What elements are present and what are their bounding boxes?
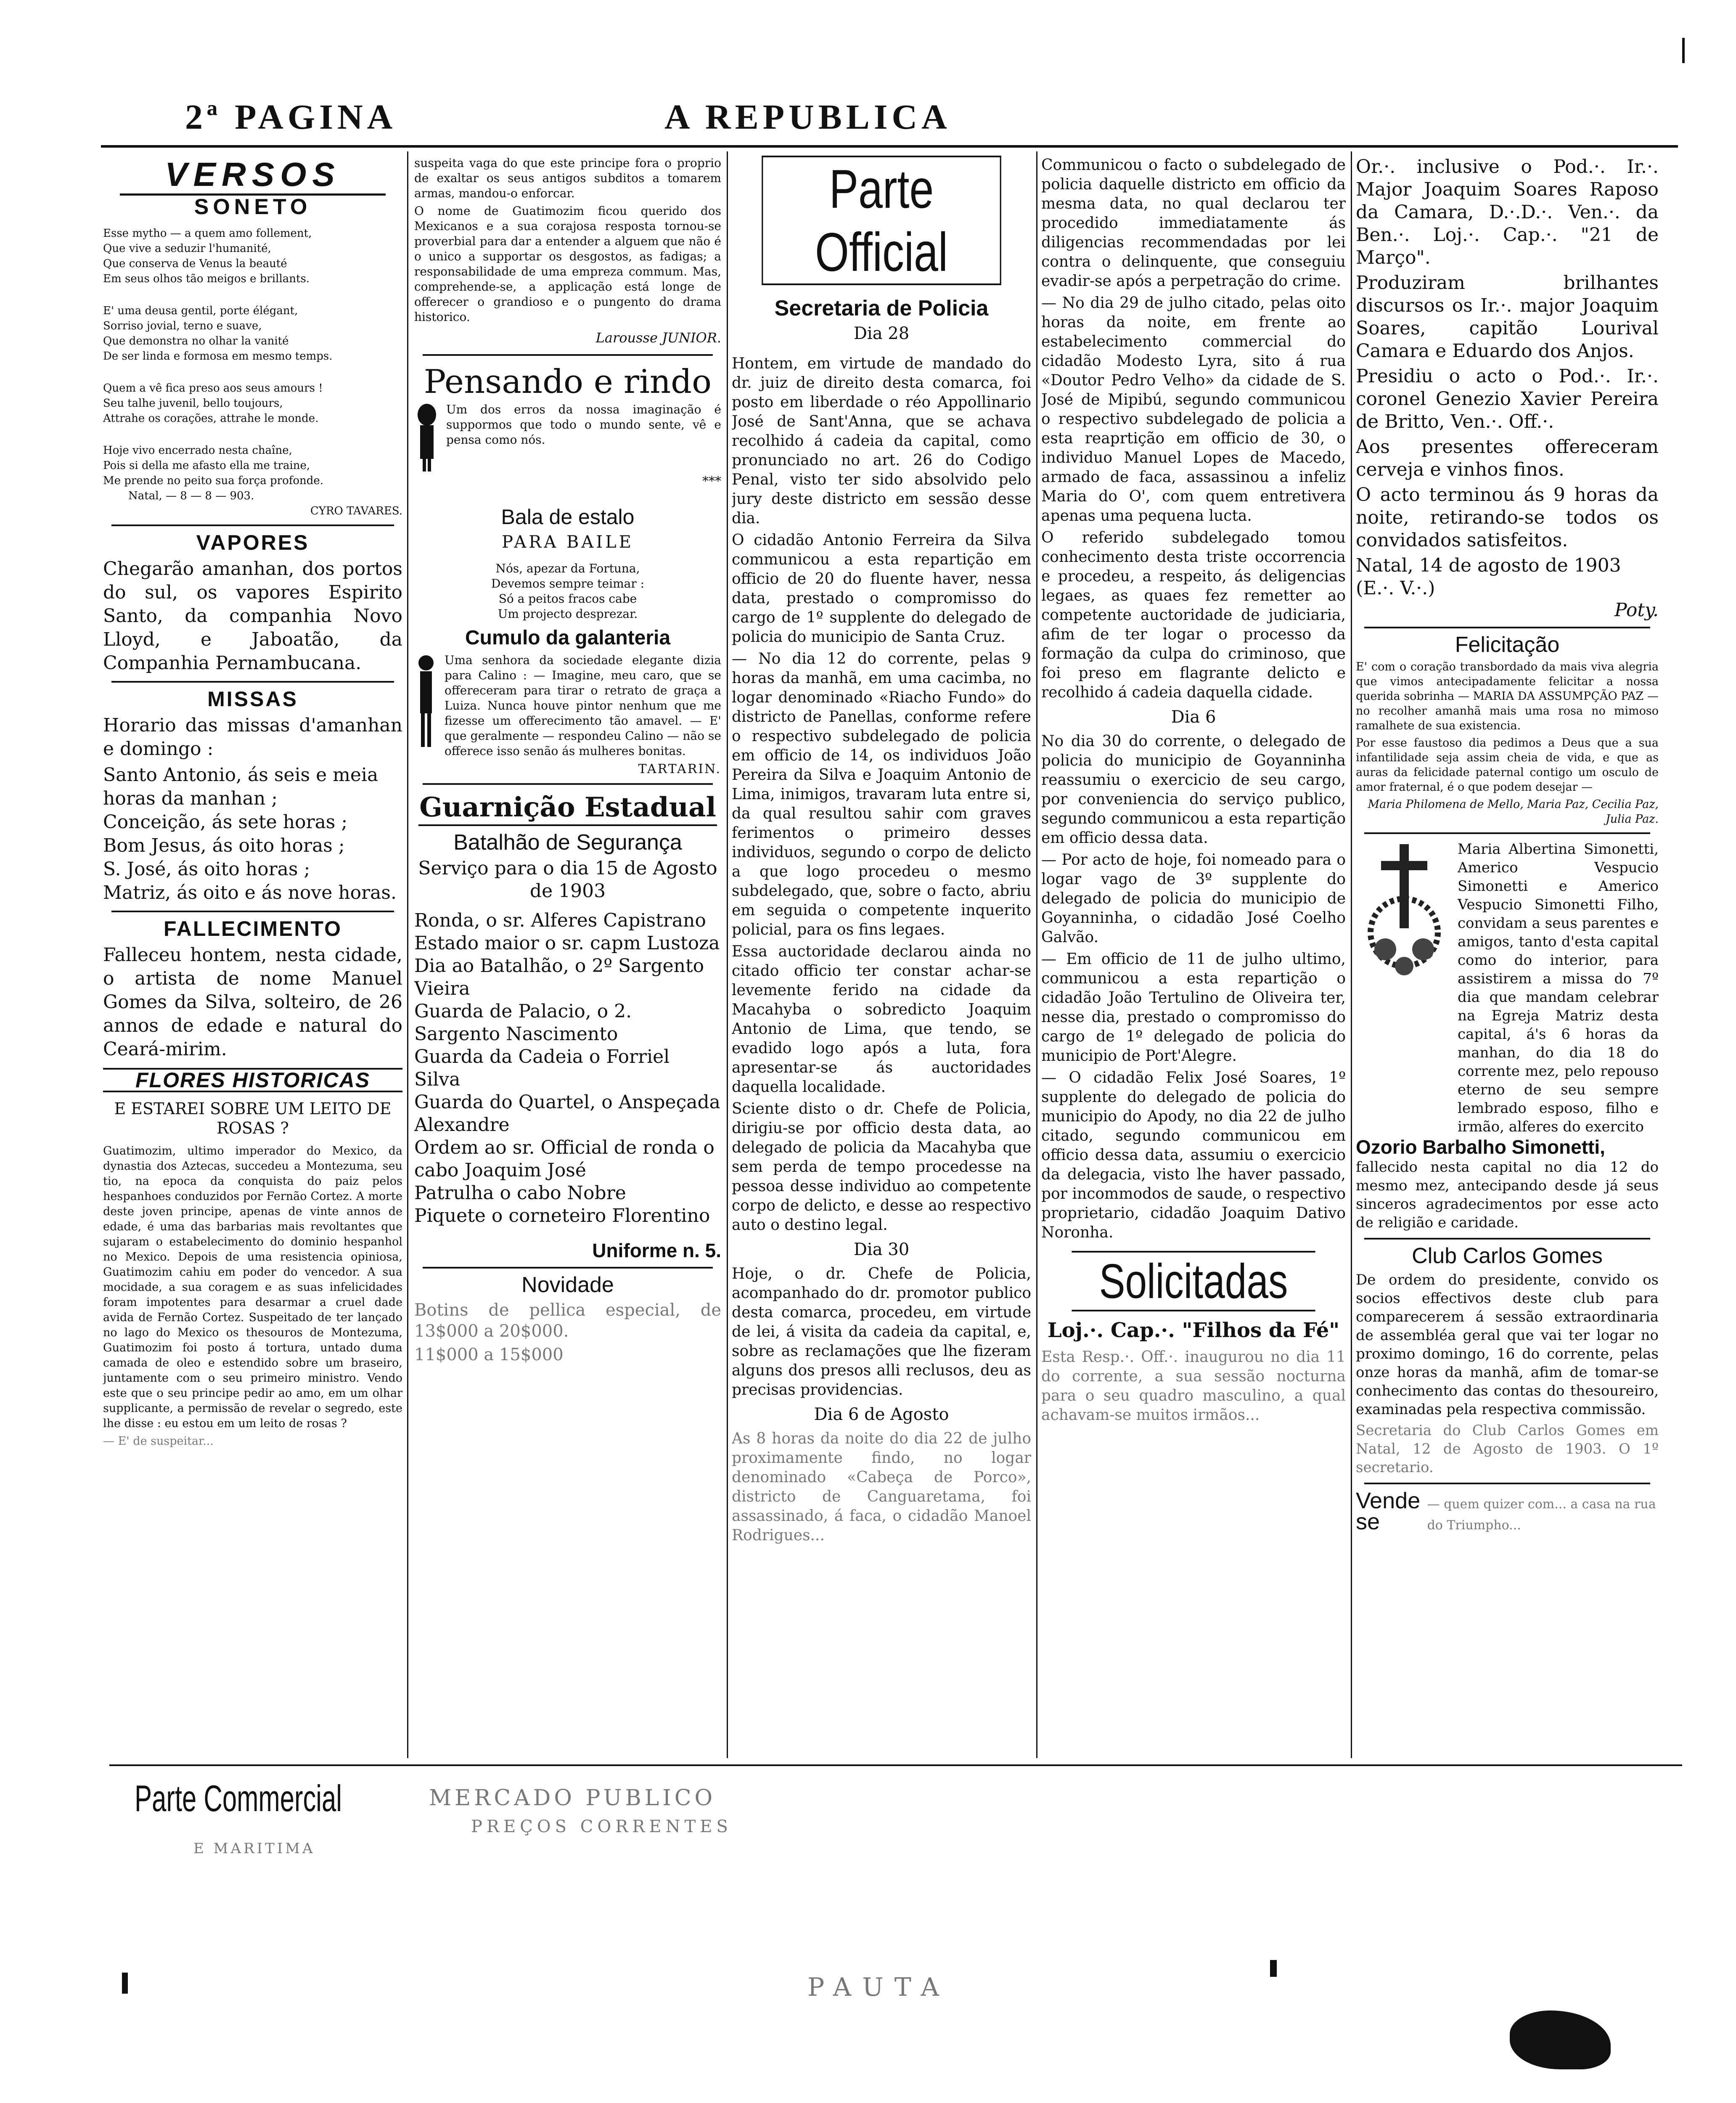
verse-line: Devemos sempre teimar : — [491, 577, 645, 591]
cumulo-heading: Cumulo da galanteria — [465, 627, 671, 649]
novidade-heading: Novidade — [521, 1273, 614, 1297]
pauta-label: PAUTA — [807, 1973, 950, 2002]
mercado-heading: MERCADO PUBLICO — [429, 1785, 716, 1811]
poem-line: Que demonstra no olhar la vanité — [103, 335, 289, 347]
loja-continuation: Or.·. inclusive o Pod.·. Ir.·. Major Joaquim Soares Raposo da Camara, D.·.D.·. Ven.·. da Ben.·. Loj.·. Cap.·. "21 de Março". — [1356, 156, 1659, 268]
servico-item: Patrulha o cabo Nobre — [414, 1182, 626, 1204]
column-divider — [727, 151, 728, 1758]
sonnet-poem — [103, 226, 402, 519]
history-continuation: suspeita vaga do que este principe fora o proprio de exaltar os seus antigos subditos a tomarem armas, mandou-o enforcar. — [414, 156, 721, 200]
man-figure-icon — [414, 653, 438, 754]
fallecimento-text: Falleceu hontem, nesta cidade, o artista de nome Manuel Gomes da Silva, solteiro, de 26 annos de edade e natural do Ceará-mirim. — [103, 944, 402, 1060]
history-continuation-2: O nome de Guatimozim ficou querido dos Mexicanos e a sua corajosa resposta tornou-se proverbial para dar a entender a alguem que não é o unico a supportar os desgostos, as fadigas; a responsabilidade de uma empreza commum. Mas, comprehende-se, a applicação está longe de offerecer o grandioso e o pungento do drama historico. — [414, 204, 721, 324]
flores-heading: FLORES HISTORICAS — [103, 1068, 402, 1092]
column-divider — [1036, 151, 1037, 1758]
dia6-text: As 8 horas da noite do dia 22 de julho proximamente findo, no logar denominado «Cabeça de Porco», districto de Canguaretama, foi assassinado, á faca, o cidadão Manoel Rodrigues... — [732, 1430, 1031, 1544]
missas-list — [103, 763, 402, 905]
loja-text: Esta Resp.·. Off.·. inaugurou no dia 11 do corrente, a sua sessão nocturna para o seu quadro masculino, a qual achavam-se muitos irmãos... — [1041, 1348, 1346, 1424]
felicitacao-signature: Maria Philomena de Mello, Maria Paz, Cecilia Paz, Julia Paz. — [1368, 798, 1659, 826]
column-3 — [732, 156, 1031, 1767]
poem-date: Natal, — 8 — 8 — 903. — [128, 490, 254, 502]
servico-list — [414, 909, 721, 1227]
loja-date: Natal, 14 de agosto de 1903 (E.·. V.·.) — [1356, 555, 1621, 599]
servico-item: Guarda de Palacio, o 2. Sargento Nascimento — [414, 1001, 632, 1045]
vende-heading: Vende se — [1356, 1488, 1421, 1534]
dia6-label: Dia 6 de Agosto — [814, 1405, 949, 1424]
flores-subtitle: E ESTAREI SOBRE UM LEITO DE ROSAS ? — [114, 1099, 392, 1137]
column-2 — [414, 156, 721, 1767]
ink-speck-decoration — [1270, 1960, 1277, 1977]
secretaria-heading: Secretaria de Policia — [774, 296, 989, 320]
servico-item: Dia ao Batalhão, o 2º Sargento Vieira — [414, 955, 704, 999]
flores-tail: — E' de suspeitar... — [103, 1435, 214, 1448]
missa-item: Conceição, ás sete horas ; — [103, 811, 348, 833]
policia-paragraph: — No dia 12 do corrente, pelas 9 horas da manhã, em uma cacimba, no logar denominado «Riacho Fundo» do districto de Panellas, conforme refere o respectivo subdelegado de policia em officio de 14, os individuos João Pereira da Silva e Joaquim Antonio de Lima, inimigos, travaram luta entre si, da qual resultou sahir com graves ferimentos o primeiro desses individuos, segundo o corpo de delicto a que logo procedeu o mesmo subdelegado, que, sobre o facto, abriu em seguida o competente inquerito policial, para os fins legaes. — [732, 650, 1031, 938]
felicitacao-heading: Felicitação — [1455, 633, 1560, 657]
novidade-text-2: 11$000 a 15$000 — [414, 1345, 564, 1364]
poem-line: Que vive a seduzir l'humanité, — [103, 242, 271, 255]
bala-subtitle: PARA BAILE — [502, 532, 634, 552]
verse-line: Um projecto desprezar. — [498, 607, 638, 621]
dia30-label: Dia 30 — [853, 1240, 910, 1259]
loja-heading: Loj.·. Cap.·. "Filhos da Fé" — [1047, 1319, 1340, 1342]
missa-item: Santo Antonio, ás seis e meia horas da manhan ; — [103, 764, 378, 809]
poem-line: Esse mytho — a quem amo follement, — [103, 227, 312, 240]
column-5 — [1356, 156, 1659, 1767]
policia-paragraph: — Por acto de hoje, foi nomeado para o logar vago de 3º supplente do delegado de policia do municipio de Goyanninha, o cidadão José Coelho Galvão. — [1041, 851, 1346, 946]
pensando-heading: Pensando e rindo — [423, 363, 712, 401]
loja-continuation: Presidiu o acto o Pod.·. Ir.·. coronel Genezio Xavier Pereira de Britto, Ven.·. Off.·. — [1356, 366, 1659, 432]
club-heading: Club Carlos Gomes — [1412, 1244, 1603, 1268]
ink-speck-decoration — [1682, 38, 1685, 63]
poem-line: Sorriso jovial, terno e suave, — [103, 320, 262, 332]
poem-line: Pois si della me afasto ella me traine, — [103, 459, 310, 472]
missa-item: S. José, ás oito horas ; — [103, 858, 310, 880]
pensando-sign: *** — [702, 474, 721, 489]
guarnicao-heading: Guarnição Estadual — [418, 791, 717, 826]
loja-continuation: O acto terminou ás 9 horas da noite, retirando-se todos os convidados satisfeitos. — [1356, 484, 1659, 551]
ink-speck-decoration — [122, 1973, 128, 1994]
poem-author: CYRO TAVARES. — [310, 505, 402, 517]
versos-heading: VERSOS — [120, 156, 386, 196]
bala-verses — [414, 561, 721, 622]
history-source: Larousse JUNIOR. — [595, 330, 721, 346]
header-rule — [101, 145, 1678, 148]
loja-continuation: Aos presentes offereceram cerveja e vinhos finos. — [1356, 436, 1659, 480]
bala-heading: Bala de estalo — [501, 505, 635, 529]
cumulo-text: Uma senhora da sociedade elegante dizia para Calino : — Imagine, meu caro, que se offereceram para tirar o retrato de graça a Luiza. Nunca houve pintor nenhum que me fizesse um offerecimento tão amavel. — E' que geralmente — respondeu Calino — não se offerece isso senão ás mulheres bonitas. — [445, 653, 721, 758]
vende-text: — quem quizer com... a casa na rua do Triumpho... — [1427, 1497, 1656, 1533]
missa-item: Bom Jesus, ás oito horas ; — [103, 835, 345, 856]
policia-paragraph: Essa auctoridade declarou ainda no citado officio ter constar achar-se levemente ferido na cidade da Macahyba o sobredicto Joaquim Antonio de Lima, que tendo, se evadido logo após a luta, fora apresentar-se ás auctoridades daquella localidade. — [732, 943, 1031, 1096]
missa-item: Matriz, ás oito e ás nove horas. — [103, 882, 397, 903]
policia-paragraph: — Em officio de 11 de julho ultimo, communicou a esta repartição o cidadão João Tertulino de Oliveira ter, nesse dia, prestado o compromisso do cargo de 1º delegado de policia do municipio de Port'Alegre. — [1041, 951, 1346, 1065]
cross-wreath-icon — [1356, 840, 1453, 983]
servico-item: Estado maior o sr. capm Lustoza — [414, 932, 720, 954]
poem-line: Quem a vê fica preso aos seus amours ! — [103, 382, 323, 395]
thinker-figure-icon — [414, 402, 439, 474]
missas-intro: Horario das missas d'amanhan e domingo : — [103, 715, 402, 760]
club-signature: Secretaria do Club Carlos Gomes em Natal, 12 de Agosto de 1903. O 1º secretario. — [1356, 1422, 1659, 1476]
policia-paragraph: O referido subdelegado tomou conhecimento desta triste occorrencia e procedeu, a respeito, ás deligencias legaes, as quaes fez remetter ao competente auctoridade de judiciaria, afim de ter logar o processo da formação da culpa do criminoso, que foi preso em flagrante delicto e recolhido á cadeia daquella cidade. — [1041, 529, 1346, 701]
column-1 — [103, 156, 402, 1767]
verse-line: Só a peitos fracos cabe — [498, 592, 637, 606]
servico-item: Guarda do Quartel, o Anspeçada Alexandre — [414, 1091, 720, 1136]
servico-item: Piquete o corneteiro Florentino — [414, 1205, 710, 1226]
soneto-heading: SONETO — [194, 195, 312, 219]
poem-line: Attrahe os corações, attrahe le monde. — [103, 412, 319, 425]
flores-text: Guatimozim, ultimo imperador do Mexico, da dynastia dos Aztecas, succedeu a Montezuma, seu tio, na epoca da conquista do paiz pelos hespanhoes conduzidos por Fernão Cortez. A morte deste joven principe, apenas de vinte annos de edade, é uma das barbarias mais revoltantes que sujaram o estabelecimento do dominio hespanhol no Mexico. Depois de uma resistencia opiniosa, Guatimozim cahiu em poder do vencedor. A sua mocidade, a sua coragem e as suas infelicidades foram impotentes para desarmar a cruel dade avida de Fernão Cortez. Suspeitado de ter lançado no lago do Mexico os thesouros de Montezuma, Guatimozim foi posto á tortura, untado duma camada de oleo e estendido sobre um braseiro, juntamente com o seu primeiro ministro. Vendo este que o seu principe pedir ao amo, em um olhar supplicante, a permissão de revelar o segredo, este lhe disse : eu estou em um leito de rosas ? — [103, 1144, 402, 1430]
maritima-label: E MARITIMA — [193, 1840, 315, 1857]
cumulo-author: TARTARIN. — [638, 762, 721, 776]
servico-item: Ordem ao sr. Official de ronda o cabo Joaquim José — [414, 1137, 715, 1181]
page-number-label: 2ª PAGINA — [185, 98, 397, 137]
obituario-text-2: fallecido nesta capital no dia 12 do mesmo mez, antecipando desde já seus sinceros agradecimentos por esse acto de religião e caridade. — [1356, 1159, 1659, 1231]
obituario-name: Ozorio Barbalho Simonetti, — [1356, 1136, 1605, 1158]
newspaper-title: A REPUBLICA — [664, 98, 951, 137]
policia-paragraph: Communicou o facto o subdelegado de policia daquelle districto em officio da mesma data, no qual declarou ter procedido immediatamente ás diligencias recommendadas por lei contra o delinquente, que conseguiu evadir-se após a perpetração do crime. — [1041, 156, 1346, 290]
bottom-section-rule — [109, 1764, 1682, 1766]
policia-paragraph: — No dia 29 de julho citado, pelas oito horas da noite, em frente ao estabelecimento commercial do cidadão Modesto Lyra, sito á rua «Doutor Pedro Velho» da cidade de S. José de Mipibú, segundo communicou o respectivo subdelegado de policia a esta reaprtição em officio de 30, o individuo Manuel Lopes de Macedo, armado de faca, assassinou a infeliz Maria do O', com quem entretivera apenas uma pequena lucta. — [1041, 294, 1346, 524]
column-divider — [1351, 151, 1352, 1758]
dia6-label: Dia 6 — [1171, 707, 1216, 727]
policia-paragraph: Sciente disto o dr. Chefe de Policia, dirigiu-se por officio desta data, ao delegado de policia da Macahyba que sem perda de tempo procedesse na pessoa desse individuo ao competente corpo de delicto, e desse ao respectivo auto o destino legal. — [732, 1100, 1031, 1234]
servico-date: Serviço para o dia 15 de Agosto de 1903 — [418, 858, 717, 902]
batalhao-heading: Batalhão de Segurança — [453, 830, 682, 855]
felicitacao-text: E' com o coração transbordado da mais viva alegria que vimos antecipadamente felicitar a nossa querida sobrinha — MARIA DA ASSUMPÇÃO PAZ — no recolher amanhã mais uma rosa no mimoso ramalhete de sua existencia. — [1356, 660, 1659, 732]
ink-blot-decoration — [1510, 2010, 1611, 2069]
poem-line: Em seus olhos tão meigos e brillants. — [103, 273, 310, 285]
pensando-text: Um dos erros da nossa imaginação é suppormos que todo o mundo sente, vê e pensa como nós. — [446, 403, 721, 447]
poem-line: De ser linda e formosa em mesmo temps. — [103, 350, 333, 363]
servico-item: Guarda da Cadeia o Forriel Silva — [414, 1046, 670, 1090]
vapores-text: Chegarão amanhan, dos portos do sul, os vapores Espirito Santo, da companhia Novo Lloyd, e Jaboatão, da Companhia Pernambucana. — [103, 558, 402, 674]
policia-paragraph: O cidadão Antonio Ferreira da Silva communicou a esta repartição em officio de 20 do fluente haver, nessa data, prestado o compromisso do cargo de 1º supplente do delegado de policia do municipio de Santa Cruz. — [732, 532, 1031, 646]
poem-line: Seu talhe juvenil, bello toujours, — [103, 397, 283, 410]
obituario-text: Maria Albertina Simonetti, Americo Vespucio Simonetti e Americo Vespucio Simonetti Filho, convidam a seus parentes e amigos, tanto d'esta capital como do interior, para assistirem a missa do 7º dia que mandam celebrar na Egreja Matriz desta capital, á's 6 horas da manhan, do dia 18 do corrente mez, pelo repouso eterno de seu sempre lembrado esposo, filho e irmão, alferes do exercito — [1458, 841, 1659, 1135]
poem-line: Hoje vivo encerrado nesta chaîne, — [103, 444, 292, 457]
uniforme-label: Uniforme n. 5. — [592, 1240, 721, 1261]
column-4 — [1041, 156, 1346, 1767]
club-text: De ordem do presidente, convido os socios effectivos deste club para comparecerem á sessão extraordinaria de assembléa geral que vai ter logar no proximo domingo, 16 do corrente, pelas onze horas da manhã, afim de tomar-se conhecimento das contas do thesoureiro, examinadas pela respectiva commissão. — [1356, 1271, 1659, 1418]
poem-line: E' uma deusa gentil, porte élégant, — [103, 305, 298, 317]
servico-item: Ronda, o sr. Alferes Capistrano — [414, 910, 706, 931]
dia-label: Dia 28 — [853, 324, 910, 343]
precos-heading: PREÇOS CORRENTES — [471, 1817, 732, 1836]
parte-commercial-heading: Parte Commercial — [135, 1777, 342, 1819]
column-divider — [407, 151, 408, 1758]
felicitacao-text-2: Por esse faustoso dia pedimos a Deus que a sua infantilidade seja assim cheia de vida, e que as auras da felicidade paternal contigo um osculo de amor fraternal, é o que podem desejar — — [1356, 736, 1659, 794]
novidade-text: Botins de pellica especial, de 13$000 a 20$000. — [414, 1300, 721, 1341]
missas-heading: MISSAS — [207, 687, 298, 711]
verse-line: Nós, apezar da Fortuna, — [495, 562, 640, 575]
loja-continuation: Produziram brilhantes discursos os Ir.·. major Joaquim Soares, capitão Lourival Camara e Eduardo dos Anjos. — [1356, 272, 1659, 362]
vapores-heading: VAPORES — [196, 531, 310, 554]
policia-paragraph: — O cidadão Felix José Soares, 1º supplente do delegado de policia do municipio do Apody, no dia 22 de julho citado, segundo communicou em officio dessa data, assumiu o exercicio da delegacia, visto lhe haver passado, por incommodos de saude, o respectivo proprietario, cidadão Joaquim Dativo Noronha. — [1041, 1069, 1346, 1241]
poem-line: Me prende no peito sua força profonde. — [103, 474, 324, 487]
poem-line: Que conserva de Venus la beauté — [103, 257, 287, 270]
dia30-text: Hoje, o dr. Chefe de Policia, acompanhado do dr. promotor publico desta comarca, procedeu, em virtude de lei, á visita da cadeia da capital, e, sobre as reclamações que lhe fizeram alguns dos presos alli reclusos, deu as precisas providencias. — [732, 1265, 1031, 1398]
loja-signature: Poty. — [1614, 599, 1659, 621]
solicitadas-heading: Solicitadas — [1072, 1251, 1315, 1311]
fallecimento-heading: FALLECIMENTO — [164, 917, 342, 940]
policia-paragraph: No dia 30 do corrente, o delegado de policia do municipio de Goyanninha reassumiu o exercicio de seu cargo, por conveniencia do serviço publico, segundo communicou a esta repartição em officio dessa data. — [1041, 733, 1346, 847]
policia-paragraph: Hontem, em virtude de mandado do dr. juiz de direito desta comarca, foi posto em liberdade o réo Appollinario José de Sant'Anna, que se achava recolhido á cadeia da capital, como pronunciado no art. 26 do Codigo Penal, visto ter sido absolvido pelo jury deste districto em sessão desse dia. — [732, 355, 1031, 527]
parte-official-heading: Parte Official — [762, 156, 1001, 285]
